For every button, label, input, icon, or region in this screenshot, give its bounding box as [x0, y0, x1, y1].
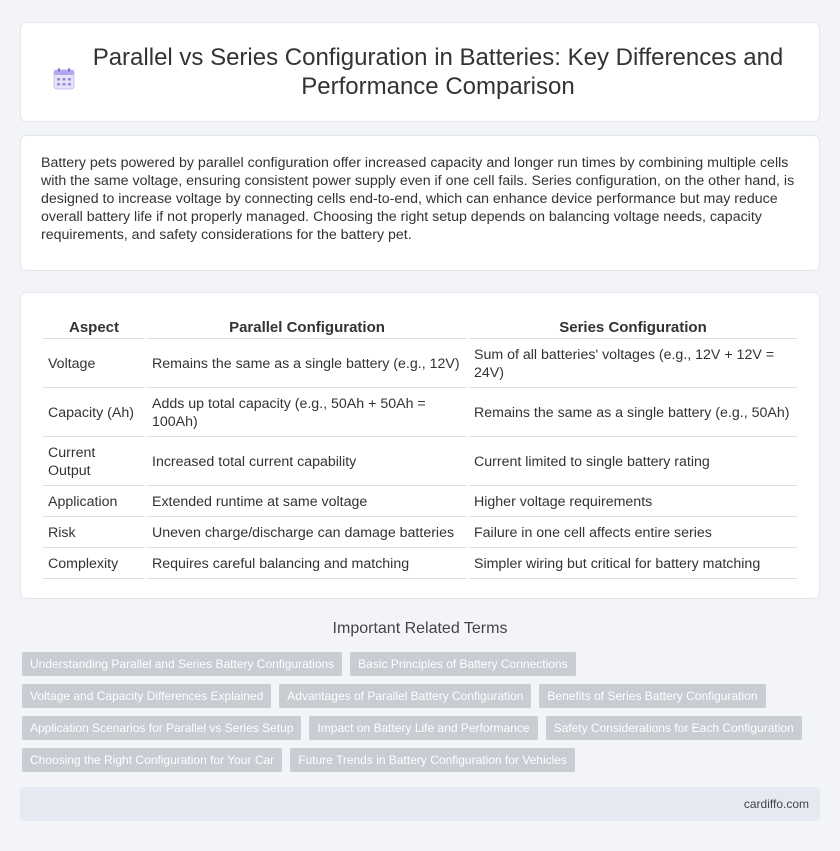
tag-row — [22, 716, 812, 740]
footer — [20, 787, 820, 821]
related-term-tag[interactable]: Basic Principles of Battery Connections — [350, 652, 575, 676]
related-term-tag[interactable]: Impact on Battery Life and Performance — [309, 716, 537, 740]
table-cell: Complexity — [43, 550, 145, 579]
table-cell: Remains the same as a single battery (e.g., 50Ah) — [469, 390, 797, 437]
related-term-tag[interactable]: Voltage and Capacity Differences Explained — [22, 684, 271, 708]
table-row — [43, 341, 797, 388]
table-cell: Current limited to single battery rating — [469, 439, 797, 486]
related-term-tag[interactable]: Understanding Parallel and Series Battery Configurations — [22, 652, 342, 676]
table-header-row — [43, 315, 797, 339]
table-row — [43, 390, 797, 437]
related-terms-list — [22, 652, 812, 780]
related-term-tag[interactable]: Safety Considerations for Each Configuration — [546, 716, 802, 740]
related-term-tag[interactable]: Advantages of Parallel Battery Configuration — [279, 684, 531, 708]
related-term-tag[interactable]: Application Scenarios for Parallel vs Series Setup — [22, 716, 301, 740]
comparison-table — [41, 313, 799, 581]
header-aspect: Aspect — [43, 315, 145, 339]
table-cell: Risk — [43, 519, 145, 548]
tag-row — [22, 684, 812, 708]
header-series: Series Configuration — [469, 315, 797, 339]
table-cell: Remains the same as a single battery (e.g., 12V) — [147, 341, 467, 388]
related-term-tag[interactable]: Benefits of Series Battery Configuration — [539, 684, 765, 708]
table-cell: Failure in one cell affects entire series — [469, 519, 797, 548]
table-cell: Voltage — [43, 341, 145, 388]
comparison-table-card — [20, 292, 820, 599]
table-row — [43, 488, 797, 517]
table-cell: Current Output — [43, 439, 145, 486]
intro-card — [20, 135, 820, 271]
related-term-tag[interactable]: Choosing the Right Configuration for Your Car — [22, 748, 282, 772]
table-row — [43, 550, 797, 579]
table-row — [43, 439, 797, 486]
table-cell: Simpler wiring but critical for battery matching — [469, 550, 797, 579]
table-cell: Capacity (Ah) — [43, 390, 145, 437]
table-cell: Increased total current capability — [147, 439, 467, 486]
related-term-tag[interactable]: Future Trends in Battery Configuration for Vehicles — [290, 748, 575, 772]
table-cell: Extended runtime at same voltage — [147, 488, 467, 517]
table-row — [43, 519, 797, 548]
page-title: Parallel vs Series Configuration in Batteries: Key Differences and Performance Comparison — [92, 44, 784, 100]
tag-row — [22, 652, 812, 676]
calendar-icon — [52, 67, 76, 91]
table-cell: Sum of all batteries' voltages (e.g., 12V + 12V = 24V) — [469, 341, 797, 388]
table-cell: Higher voltage requirements — [469, 488, 797, 517]
table-cell: Uneven charge/discharge can damage batteries — [147, 519, 467, 548]
table-cell: Requires careful balancing and matching — [147, 550, 467, 579]
footer-site-link[interactable]: cardiffo.com — [743, 797, 809, 811]
header-card — [20, 22, 820, 122]
intro-paragraph: Battery pets powered by parallel configuration offer increased capacity and longer run times by combining multiple cells with the same voltage, ensuring consistent power supply even if one cell fails. Series configuration, on the other hand, is designed to increase voltage by connecting cells end-to-end, which can enhance device performance but may reduce overall battery life if not properly managed. Choosing the right setup depends on balancing voltage needs, capacity requirements, and safety considerations for the battery pet. — [41, 155, 795, 243]
tag-row — [22, 748, 812, 772]
related-terms-title: Important Related Terms — [332, 620, 508, 637]
table-cell: Adds up total capacity (e.g., 50Ah + 50Ah = 100Ah) — [147, 390, 467, 437]
table-cell: Application — [43, 488, 145, 517]
header-parallel: Parallel Configuration — [147, 315, 467, 339]
